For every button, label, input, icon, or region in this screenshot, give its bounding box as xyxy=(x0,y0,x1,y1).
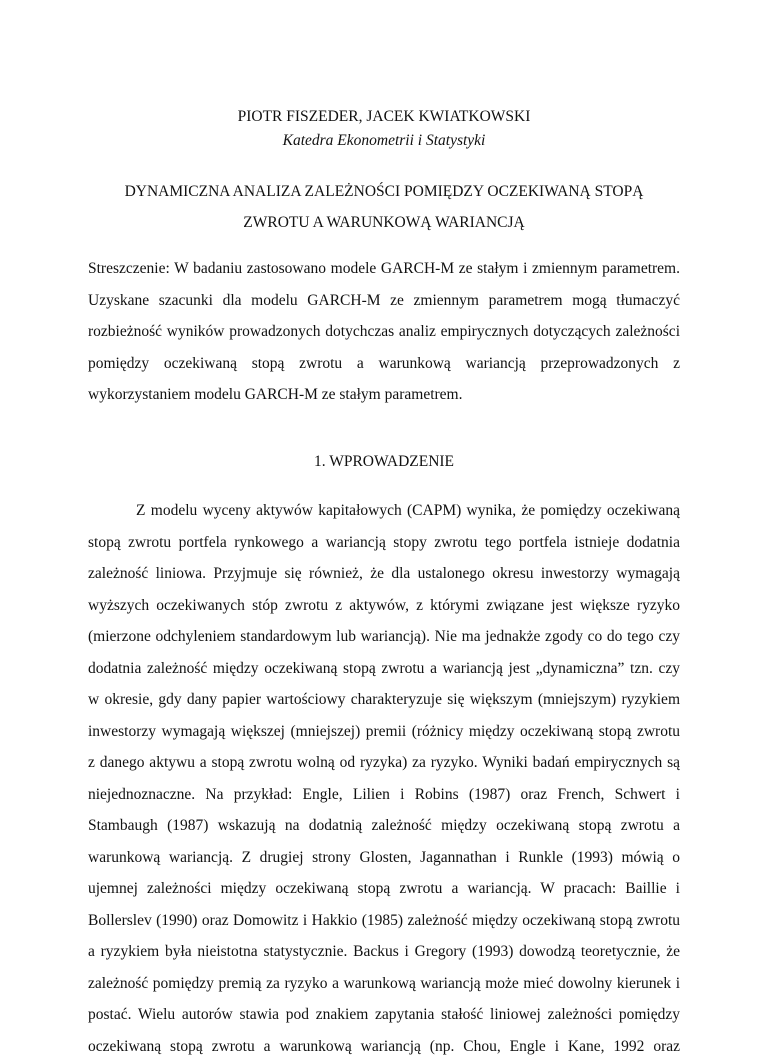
body-line: niejednoznaczne. Na przykład: Engle, Lilien i Robins (1987) oraz French, Schwert i xyxy=(88,779,680,811)
body-line: Stambaugh (1987) wskazują na dodatnią zależność między oczekiwaną stopą zwrotu a xyxy=(88,810,680,842)
title-line: ZWROTU A WARUNKOWĄ WARIANCJĄ xyxy=(0,207,768,238)
body-line: Bollerslev (1990) oraz Domowitz i Hakkio (1985) zależność między oczekiwaną stopą zwrotu xyxy=(88,905,680,937)
body-line: stopą zwrotu portfela rynkowego a wariancją stopy zwrotu tego portfela istnieje dodatnia xyxy=(88,527,680,559)
body-line: z danego aktywu a stopą zwrotu wolną od ryzyka) za ryzyko. Wyniki badań empirycznych są xyxy=(88,747,680,779)
body-paragraph xyxy=(88,495,680,1062)
authors: PIOTR FISZEDER, JACEK KWIATKOWSKI xyxy=(0,107,768,127)
body-line: (mierzone odchyleniem standardowym lub wariancją). Nie ma jednakże zgody co do tego czy xyxy=(88,621,680,653)
title-line: DYNAMICZNA ANALIZA ZALEŻNOŚCI POMIĘDZY OCZEKIWANĄ STOPĄ xyxy=(0,176,768,207)
abstract-line: Streszczenie: W badaniu zastosowano modele GARCH-M ze stałym i zmiennym parametrem. xyxy=(88,253,680,285)
body-line: ujemnej zależności między oczekiwaną stopą zwrotu a wariancją. W pracach: Baillie i xyxy=(88,873,680,905)
body-line: w okresie, gdy dany papier wartościowy charakteryzuje się większym (mniejszym) ryzykiem xyxy=(88,684,680,716)
body-line: zależność liniowa. Przyjmuje się również, że dla ustalonego okresu inwestorzy wymagają xyxy=(88,558,680,590)
body-line: postać. Wielu autorów stawia pod znakiem zapytania stałość liniowej zależności pomiędzy xyxy=(88,999,680,1031)
body-line: inwestorzy wymagają większej (mniejszej) premii (różnicy między oczekiwaną stopą zwrotu xyxy=(88,716,680,748)
abstract-line: Uzyskane szacunki dla modelu GARCH-M ze zmiennym parametrem mogą tłumaczyć xyxy=(88,285,680,317)
body-line: a ryzykiem była nieistotna statystycznie. Backus i Gregory (1993) dowodzą teoretycznie, że xyxy=(88,936,680,968)
body-line: oczekiwaną stopą zwrotu a warunkową wariancją (np. Chou, Engle i Kane, 1992 oraz xyxy=(88,1031,680,1062)
abstract-line: wykorzystaniem modelu GARCH-M ze stałym parametrem. xyxy=(88,379,680,411)
abstract-line: rozbieżność wyników prowadzonych dotychczas analiz empirycznych dotyczących zależności xyxy=(88,316,680,348)
body-line: warunkową wariancją. Z drugiej strony Glosten, Jagannathan i Runkle (1993) mówią o xyxy=(88,842,680,874)
abstract xyxy=(88,253,680,411)
body-line: wyższych oczekiwanych stóp zwrotu z aktywów, z którymi związane jest większe ryzyko xyxy=(88,590,680,622)
body-line: zależność pomiędzy premią za ryzyko a warunkową wariancją może mieć dowolny kierunek i xyxy=(88,968,680,1000)
section-heading: 1. WPROWADZENIE xyxy=(0,452,768,472)
paper-title xyxy=(0,176,768,238)
body-line: dodatnia zależność między oczekiwaną stopą zwrotu a wariancją jest „dynamiczna” tzn. czy xyxy=(88,653,680,685)
affiliation: Katedra Ekonometrii i Statystyki xyxy=(0,131,768,151)
body-line: Z modelu wyceny aktywów kapitałowych (CAPM) wynika, że pomiędzy oczekiwaną xyxy=(88,495,680,527)
abstract-line: pomiędzy oczekiwaną stopą zwrotu a warunkową wariancją przeprowadzonych z xyxy=(88,348,680,380)
